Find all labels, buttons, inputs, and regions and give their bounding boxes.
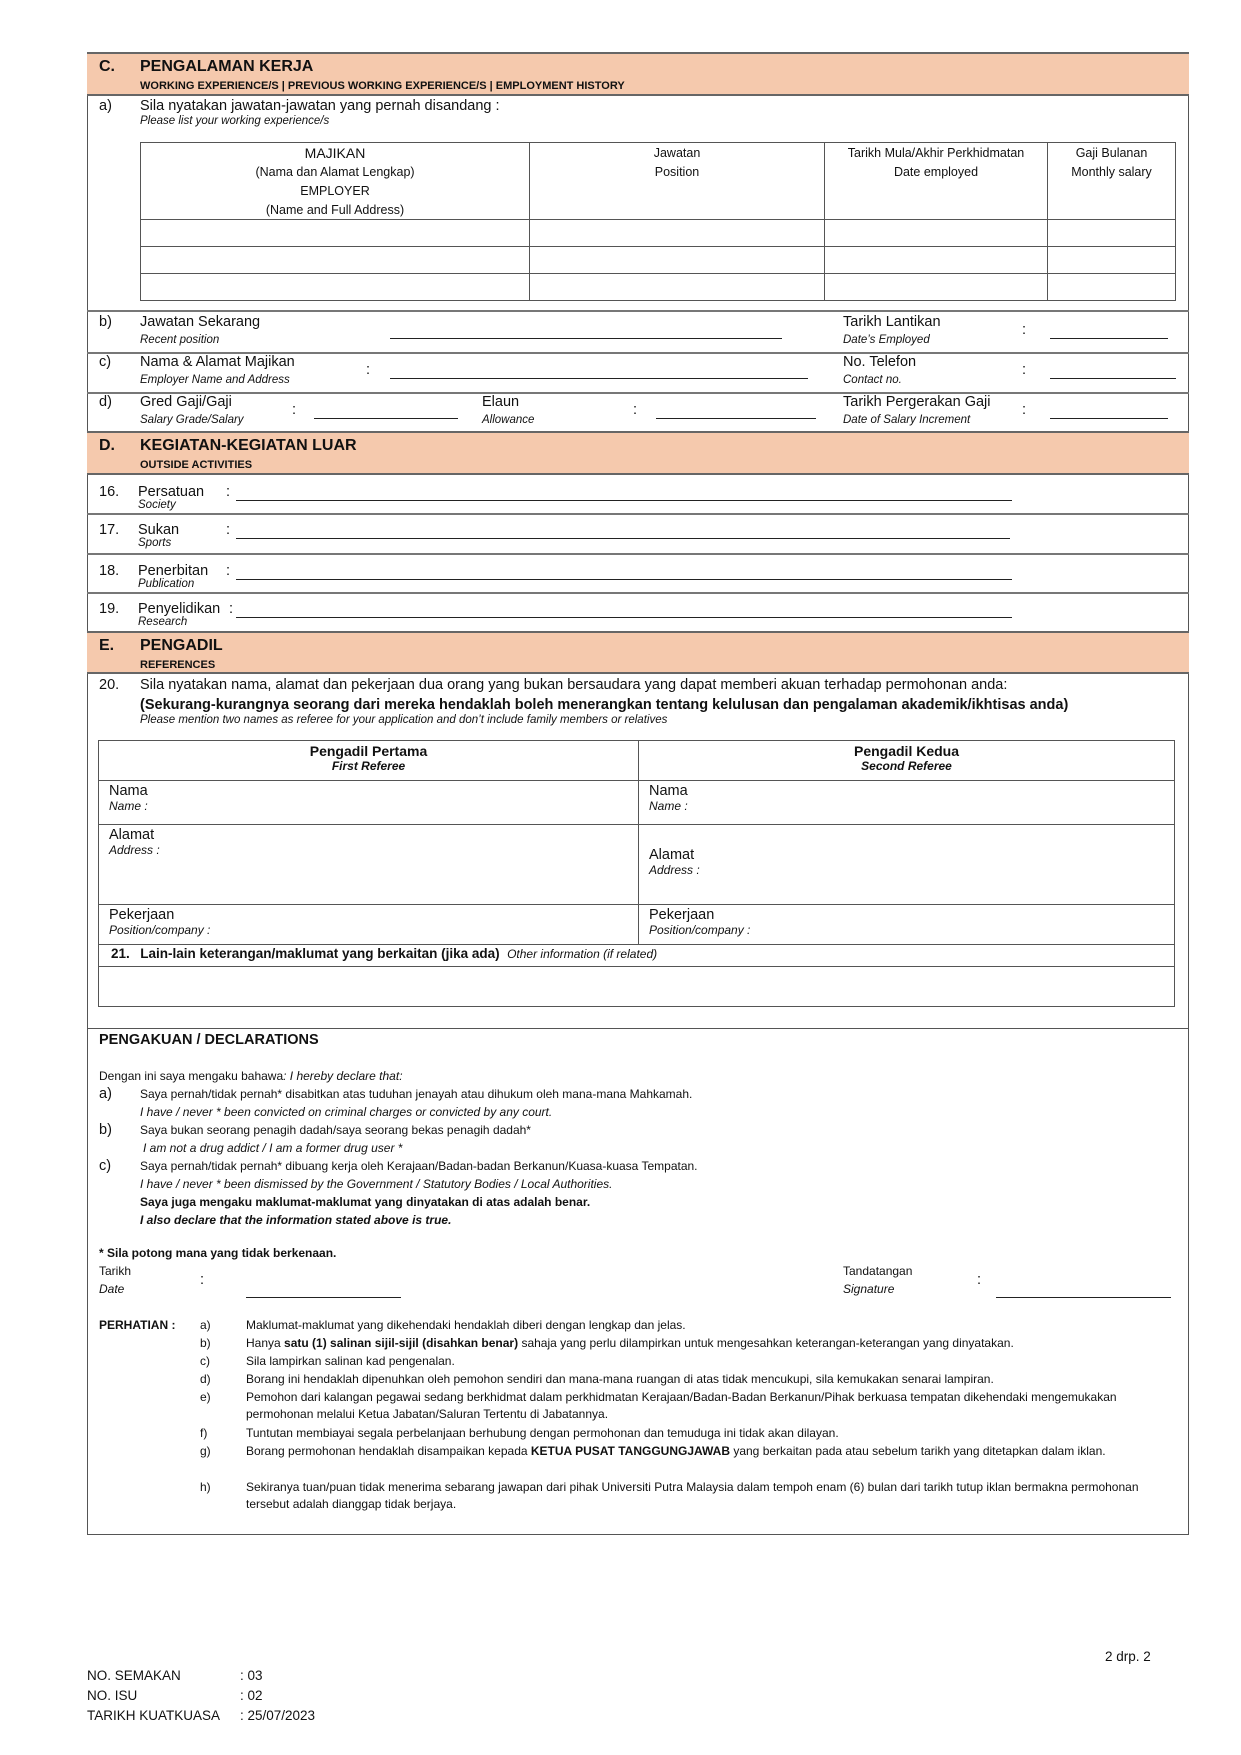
divider [87, 392, 1189, 394]
colon: : [1022, 322, 1027, 338]
colon: : [226, 484, 231, 500]
divider [87, 310, 1189, 312]
second-referee-job-field[interactable]: Pekerjaan Position/company : [639, 905, 1175, 945]
referees-header-row [99, 741, 1175, 781]
activity-label-en: Research [138, 616, 188, 628]
note-text: Sekiranya tuan/puan tidak menerima sebarang jawapan dari pihak Universiti Putra Malaysia dalam tempoh enam (6) bulan dari tarikh tutup iklan bermakna permohonan tersebut adalah dianggap tidak berjaya. [246, 1480, 1139, 1511]
second-referee-header: Pengadil Kedua Second Referee [639, 741, 1175, 781]
salary-grade-field[interactable] [314, 418, 458, 419]
item-number: 18. [99, 563, 120, 579]
declaration-text: Saya bukan seorang penagih dadah/saya seorang bekas penagih dadah* [140, 1123, 531, 1137]
declaration-confirm-en: I also declare that the information stated above is true. [140, 1213, 452, 1227]
declarations-title: PENGAKUAN / DECLARATIONS [99, 1032, 319, 1048]
section-subtitle: OUTSIDE ACTIVITIES [140, 459, 253, 471]
footer-label: NO. SEMAKAN [87, 1668, 181, 1683]
table-cell[interactable] [825, 274, 1048, 301]
item-number: a) [99, 98, 112, 114]
section-subtitle: REFERENCES [140, 659, 216, 671]
table-cell[interactable] [825, 247, 1048, 274]
signature-label: Tandatangan [843, 1264, 913, 1278]
divider [87, 513, 1189, 515]
item-20-text-en: Please mention two names as referee for your application and don’t include family members or relatives [140, 714, 668, 726]
table-cell[interactable] [530, 247, 825, 274]
header-employer: MAJIKAN (Nama dan Alamat Lengkap) EMPLOYER (Name and Full Address) [141, 143, 530, 220]
note-number: a) [200, 1318, 211, 1332]
strike-note: * Sila potong mana yang tidak berkenaan. [99, 1246, 337, 1260]
activity-label-en: Sports [138, 537, 172, 549]
declaration-text-en: I have / never * been dismissed by the Government / Statutory Bodies / Local Authorities. [140, 1177, 613, 1191]
item-20-text: Sila nyatakan nama, alamat dan pekerjaan dua orang yang bukan bersaudara yang dapat memberi akuan terhadap permohonan anda: [140, 677, 1008, 693]
declarations-intro: Dengan ini saya mengaku bahawa: I hereby declare that: [99, 1069, 403, 1083]
item-number: a) [99, 1086, 112, 1102]
first-referee-header: Pengadil Pertama First Referee [99, 741, 639, 781]
date-employed-label-en: Date’s Employed [843, 334, 930, 346]
item-number: 16. [99, 484, 120, 500]
item-number: 17. [99, 522, 120, 538]
note-number: g) [200, 1444, 211, 1458]
second-referee-address-field[interactable]: Alamat Address : [639, 825, 1175, 905]
other-info-row [99, 967, 1175, 1007]
contact-no-label: No. Telefon [843, 354, 917, 370]
employer-name-field[interactable] [390, 378, 808, 379]
date-label: Tarikh [99, 1264, 132, 1278]
colon: : [226, 522, 231, 538]
note-text: Pemohon dari kalangan pegawai sedang berkhidmat dalam perkhidmatan Kerajaan/Badan-Badan Berkanun/Pihak berkuasa tempatan dikehendaki mengemukakan permohonan melalui Ketua Jabatan/Saluran Tertentu di Jabatannya. [246, 1390, 1117, 1421]
section-title: PENGALAMAN KERJA [140, 58, 314, 75]
salary-increment-date-label: Tarikh Pergerakan Gaji [843, 394, 991, 410]
salary-grade-label: Gred Gaji/Gaji [140, 394, 232, 410]
first-referee-job-field[interactable]: Pekerjaan Position/company : [99, 905, 639, 945]
referee-address-row [99, 825, 1175, 905]
page-number: 2 drp. 2 [1105, 1649, 1151, 1664]
section-e-header [87, 631, 1189, 674]
colon: : [229, 601, 234, 617]
declaration-text: Saya pernah/tidak pernah* dibuang kerja oleh Kerajaan/Badan-badan Berkanun/Kuasa-kuasa Tempatan. [140, 1159, 698, 1173]
recent-position-field[interactable] [390, 338, 782, 339]
signature-field[interactable] [996, 1297, 1171, 1298]
declaration-confirm: Saya juga mengaku maklumat-maklumat yang dinyatakan di atas adalah benar. [140, 1195, 591, 1209]
table-cell[interactable] [1048, 274, 1176, 301]
referee-job-row [99, 905, 1175, 945]
activity-label: Persatuan [138, 484, 205, 500]
section-letter: E. [99, 637, 115, 654]
salary-increment-date-field[interactable] [1050, 418, 1168, 419]
table-cell[interactable] [141, 247, 530, 274]
employer-name-label-en: Employer Name and Address [140, 374, 290, 386]
item-number: c) [99, 1158, 112, 1174]
note-number: b) [200, 1336, 211, 1350]
colon: : [200, 1272, 205, 1288]
header-position: Jawatan Position [530, 143, 825, 220]
item-number: b) [99, 1122, 112, 1138]
footer-label: NO. ISU [87, 1688, 138, 1703]
footer-value: : 03 [240, 1668, 263, 1683]
section-c-header [87, 52, 1189, 96]
table-cell[interactable] [1048, 247, 1176, 274]
other-info-field[interactable] [99, 967, 1175, 1007]
section-subtitle: WORKING EXPERIENCE/S | PREVIOUS WORKING EXPERIENCE/S | EMPLOYMENT HISTORY [140, 80, 625, 92]
table-row [141, 247, 1176, 274]
table-cell[interactable] [530, 220, 825, 247]
note-number: f) [200, 1426, 208, 1440]
date-label-en: Date [99, 1282, 125, 1296]
table-row [141, 274, 1176, 301]
salary-increment-date-label-en: Date of Salary Increment [843, 414, 971, 426]
employer-name-label: Nama & Alamat Majikan [140, 354, 295, 370]
note-number: e) [200, 1390, 211, 1404]
table-header-row [141, 143, 1176, 220]
colon: : [292, 402, 297, 418]
note-text: Borang permohonan hendaklah disampaikan kepada KETUA PUSAT TANGGUNGJAWAB yang berkaitan pada atau sebelum tarikh yang ditetapkan dalam iklan. [246, 1444, 1106, 1458]
item-a-label-en: Please list your working experience/s [140, 115, 330, 127]
recent-position-label-en: Recent position [140, 334, 220, 346]
allowance-field[interactable] [656, 418, 816, 419]
first-referee-address-field[interactable]: Alamat Address : [99, 825, 639, 905]
notes-heading: PERHATIAN : [99, 1318, 176, 1332]
other-info-header: 21. Lain-lain keterangan/maklumat yang berkaitan (jika ada) Other information (if related) [99, 945, 1175, 967]
item-number: c) [99, 354, 112, 370]
divider [87, 553, 1189, 555]
declaration-text: Saya pernah/tidak pernah* disabitkan atas tuduhan jenayah atau dihukum oleh mana-mana Mahkamah. [140, 1087, 693, 1101]
date-employed-label: Tarikh Lantikan [843, 314, 941, 330]
table-cell[interactable] [141, 220, 530, 247]
note-text: Hanya satu (1) salinan sijil-sijil (disahkan benar) sahaja yang perlu dilampirkan untuk mengesahkan keterangan-keterangan yang dinyatakan. [246, 1336, 1014, 1350]
declaration-text-en: I am not a drug addict / I am a former drug user * [143, 1141, 403, 1155]
table-row [141, 220, 1176, 247]
recent-position-label: Jawatan Sekarang [140, 314, 261, 330]
salary-grade-label-en: Salary Grade/Salary [140, 414, 244, 426]
item-number: b) [99, 314, 112, 330]
footer-label: TARIKH KUATKUASA [87, 1708, 221, 1723]
note-text: Borang ini hendaklah dipenuhkan oleh pemohon sendiri dan mana-mana ruangan di atas tidak mencukupi, sila kemukakan senarai lampiran. [246, 1372, 994, 1386]
society-field[interactable] [236, 500, 1012, 501]
note-text: Sila lampirkan salinan kad pengenalan. [246, 1354, 455, 1368]
item-number: d) [99, 394, 112, 410]
item-a-label: Sila nyatakan jawatan-jawatan yang pernah disandang : [140, 98, 500, 114]
divider [87, 592, 1189, 594]
header-date-employed: Tarikh Mula/Akhir Perkhidmatan Date employed [825, 143, 1048, 220]
allowance-label-en: Allowance [482, 414, 535, 426]
second-referee-name-field[interactable]: Nama Name : [639, 781, 1175, 825]
item-number: 19. [99, 601, 120, 617]
table-cell[interactable] [825, 220, 1048, 247]
note-number: h) [200, 1480, 211, 1494]
date-field[interactable] [246, 1297, 401, 1298]
note-number: c) [200, 1354, 210, 1368]
divider [87, 1028, 1189, 1029]
section-title: PENGADIL [140, 637, 223, 654]
referees-table [98, 740, 1175, 1007]
table-cell[interactable] [530, 274, 825, 301]
section-letter: C. [99, 58, 115, 75]
date-employed-field[interactable] [1050, 338, 1168, 339]
activity-label-en: Publication [138, 578, 195, 590]
other-info-header-row [99, 945, 1175, 967]
table-cell[interactable] [141, 274, 530, 301]
sports-field[interactable] [236, 538, 1010, 539]
allowance-label: Elaun [482, 394, 520, 410]
table-cell[interactable] [1048, 220, 1176, 247]
referee-name-row [99, 781, 1175, 825]
item-number: 20. [99, 677, 120, 693]
declaration-text-en: I have / never * been convicted on criminal charges or convicted by any court. [140, 1105, 553, 1119]
contact-no-label-en: Contact no. [843, 374, 902, 386]
first-referee-name-field[interactable]: Nama Name : [99, 781, 639, 825]
activity-label: Sukan [138, 522, 180, 538]
note-text: Tuntutan membiayai segala perbelanjaan berhubung dengan permohonan dan temuduga ini tidak akan dilayan. [246, 1426, 839, 1440]
section-d-header [87, 431, 1189, 475]
section-title: KEGIATAN-KEGIATAN LUAR [140, 437, 357, 454]
note-text: Maklumat-maklumat yang dikehendaki hendaklah diberi dengan lengkap dan jelas. [246, 1318, 686, 1332]
research-field[interactable] [236, 617, 1012, 618]
colon: : [1022, 402, 1027, 418]
footer-value: : 25/07/2023 [240, 1708, 316, 1723]
colon: : [1022, 362, 1027, 378]
signature-label-en: Signature [843, 1282, 895, 1296]
section-letter: D. [99, 437, 115, 454]
colon: : [633, 402, 638, 418]
footer-value: : 02 [240, 1688, 263, 1703]
note-number: d) [200, 1372, 211, 1386]
item-20-text-bold: (Sekurang-kurangnya seorang dari mereka hendaklah boleh menerangkan tentang kelulusan dan pengalaman akademik/ikhtisas anda) [140, 697, 1069, 713]
activity-label-en: Society [138, 499, 176, 511]
contact-no-field[interactable] [1050, 378, 1176, 379]
work-history-table [140, 142, 1176, 301]
colon: : [977, 1272, 982, 1288]
activity-label: Penerbitan [138, 563, 209, 579]
header-monthly-salary: Gaji Bulanan Monthly salary [1048, 143, 1176, 220]
publication-field[interactable] [236, 579, 1012, 580]
colon: : [366, 362, 371, 378]
activity-label: Penyelidikan [138, 601, 221, 617]
colon: : [226, 563, 231, 579]
